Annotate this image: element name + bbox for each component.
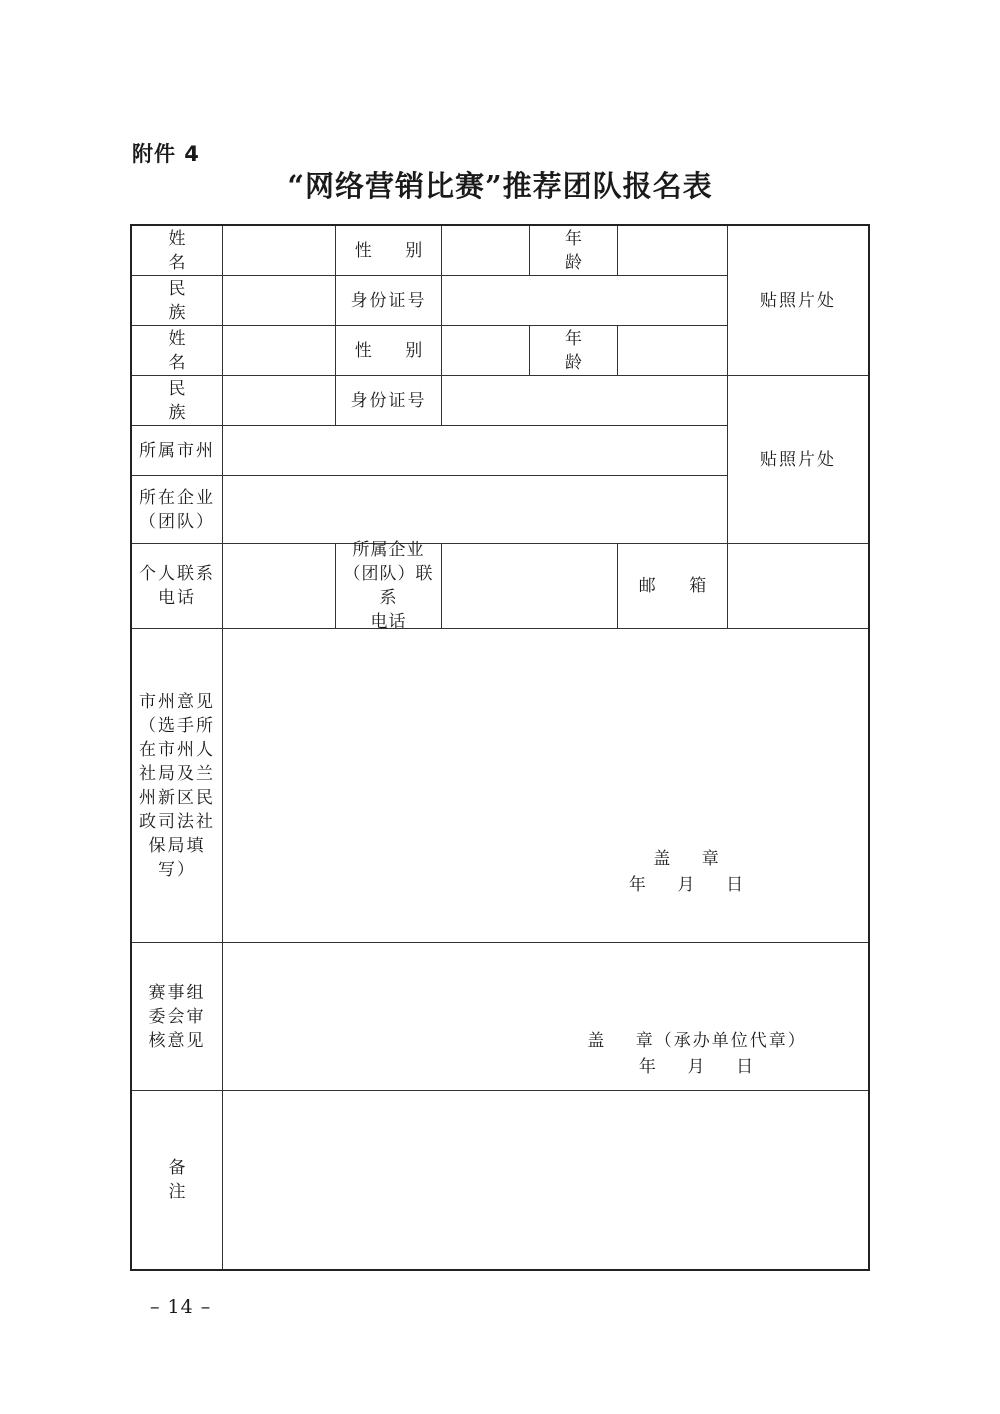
age-field-2[interactable]: [618, 326, 728, 376]
company-field[interactable]: [223, 476, 728, 544]
ethnicity-label-1: 民 族: [132, 276, 223, 326]
name-field-2[interactable]: [223, 326, 336, 376]
name-label-1: 姓 名: [132, 226, 223, 276]
form-title: “网络营销比赛”推荐团队报名表: [287, 169, 713, 203]
committee-review-label: 赛事组 委会审 核意见: [132, 943, 223, 1091]
photo-area-1[interactable]: 贴照片处: [728, 226, 868, 376]
email-field[interactable]: [728, 544, 868, 629]
city-opinion-seal: 盖 章: [653, 849, 721, 869]
registration-form: [130, 224, 870, 1271]
committee-seal: 盖 章（承办单位代章）: [587, 1031, 807, 1051]
company-label: 所在企业 （团队）: [132, 476, 223, 544]
remarks-label: 备 注: [132, 1091, 223, 1269]
gender-label-1: 性 别: [336, 226, 442, 276]
id-label-1: 身份证号: [336, 276, 442, 326]
age-label-2: 年 龄: [530, 326, 618, 376]
photo-area-2[interactable]: 贴照片处: [728, 376, 868, 544]
age-field-1[interactable]: [618, 226, 728, 276]
city-opinion-date: 年 月 日: [628, 875, 746, 895]
attachment-label: 附件 4: [132, 142, 200, 166]
id-field-2[interactable]: [442, 376, 728, 426]
email-label: 邮 箱: [618, 544, 728, 629]
ethnicity-field-1[interactable]: [223, 276, 336, 326]
name-field-1[interactable]: [223, 226, 336, 276]
committee-date: 年 月 日: [638, 1057, 756, 1077]
age-label-1: 年 龄: [530, 226, 618, 276]
page-number: – 14 –: [150, 1296, 212, 1318]
id-field-1[interactable]: [442, 276, 728, 326]
remarks-field[interactable]: [223, 1091, 868, 1269]
gender-field-2[interactable]: [442, 326, 530, 376]
city-label: 所属市州: [132, 426, 223, 476]
personal-phone-field[interactable]: [223, 544, 336, 629]
gender-label-2: 性 别: [336, 326, 442, 376]
city-opinion-label: 市州意见 （选手所 在市州人 社局及兰 州新区民 政司法社 保局填 写）: [132, 629, 223, 943]
city-field[interactable]: [223, 426, 728, 476]
company-phone-label: 所属企业 （团队）联系 电话: [336, 544, 442, 629]
ethnicity-field-2[interactable]: [223, 376, 336, 426]
company-phone-field[interactable]: [442, 544, 618, 629]
personal-phone-label: 个人联系 电话: [132, 544, 223, 629]
gender-field-1[interactable]: [442, 226, 530, 276]
name-label-2: 姓 名: [132, 326, 223, 376]
ethnicity-label-2: 民 族: [132, 376, 223, 426]
id-label-2: 身份证号: [336, 376, 442, 426]
